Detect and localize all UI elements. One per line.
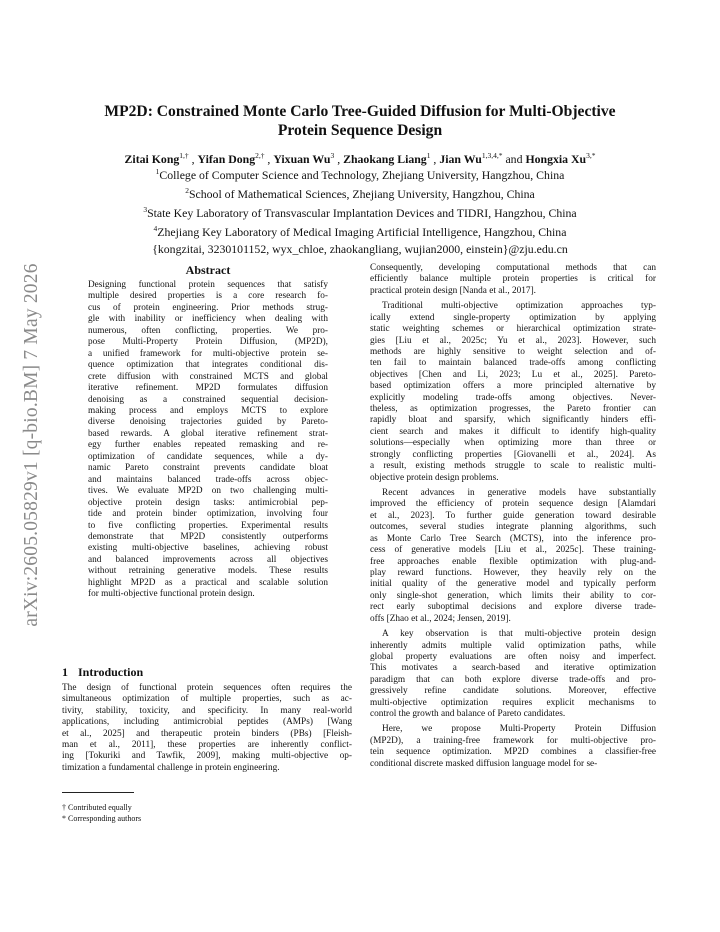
and-word: and [505,151,523,166]
author-name: Yifan Dong [197,151,256,166]
introduction-body [62,683,352,774]
author-affil-sup: 2,† [255,151,265,160]
text-line: iterative refinement. MP2D formulates diffusion [88,383,328,394]
text-line: methods are highly sensitive to weight selection and of- [370,346,656,357]
paragraph [370,263,656,297]
footnotes [62,803,141,825]
text-line: making process and employs MCTS to explore [88,405,328,416]
author-emails: {kongzitai, 3230101152, wyx_chloe, zhaokangliang, wujian2000, einstein}@zju.edu.cn [152,241,568,256]
text-line: conditional discrete masked diffusion language model for se- [370,758,598,769]
text-line: gressively refine candidate solutions. Moreover, effective [370,686,656,697]
text-line: only single-shot generation, which limits their ability to cor- [370,590,656,601]
text-line: Recent advances in generative models have substantially [382,488,656,499]
text-line: namic Pareto constraint prevents candidate bloat [88,463,328,474]
affiliation-sup: 2 [185,186,189,196]
text-line: timization a fundamental challenge in protein engineering. [62,762,280,773]
paragraph [370,301,656,484]
text-line: free approaches enable flexible optimization with plug-and- [370,556,656,567]
text-line: Designing functional protein sequences that satisfy [88,280,328,290]
footnote: * Corresponding authors [62,813,142,823]
text-line: paradigm that can both explore diverse trade-offs and pro- [370,674,656,685]
text-line: Traditional multi-objective optimization approaches typ- [382,301,656,312]
text-line: global property evaluations are often noisy and imperfect. [370,651,656,662]
text-line: ically extend single-property optimization by applying [370,312,656,323]
affiliation-text: Zhejiang Key Laboratory of Medical Imaging Artificial Intelligence, Hangzhou, China [157,225,567,240]
text-line: diverse denoising trajectories guided by Pareto- [88,417,328,428]
text-line: and maintains balanced trade-offs across objec- [88,474,328,485]
paragraph [370,724,656,770]
text-line: improved the efficiency of protein sequence design [Alamdari [370,499,656,510]
text-line: cus of protein engineering. Prior methods strug- [88,302,328,313]
author-list: Zitai Kong$^{1,\dagger}$ , Yifan Dong$^{2,\dagger}$ , Yixuan Wu$^3$ , Zhaokang Liang$^1$ , Jian $Wu^{1,3,4,*}$ and Hongxia $Xu^{3,*}$ [124,151,596,166]
text-line: denoising as a constrained sequential decision- [88,394,328,405]
text-line: play reward functions. However, they heavily rely on the [370,567,656,578]
author-affil-sup: 1,† [179,151,189,160]
text-line: et al., 2023]. To further guide generation toward desirable [370,510,656,521]
text-line: explicitly modeling trade-offs among objectives. Never- [370,392,656,403]
paragraph [370,629,656,720]
text-line: static weighting schemes or hierarchical optimization strate- [370,324,656,335]
text-line: for multi-objective functional protein design. [88,589,255,600]
text-line: theless, as optimization progresses, the Pareto frontier can [370,404,656,415]
affiliation-sup: 1 [155,167,160,176]
author-name: Yixuan Wu [273,151,331,166]
text-line: inherently admits multiple valid optimization paths, while [370,640,656,651]
title-line-2: Protein Sequence Design [277,122,443,139]
arxiv-identifier: arXiv:2605.05829v1 [q-bio.BM] 7 May 2026 [21,263,42,627]
affiliation-line [40,183,680,202]
affiliation-line [40,164,680,183]
text-line: multi-objective optimization requires explicit mechanisms to [370,697,656,708]
text-line: egy further enables repeated remasking and re- [88,440,328,451]
text-line: multiple desired properties is a core research fo- [88,291,328,302]
text-line: (MP2D), a training-free framework for multi-objective pro- [370,735,656,746]
affiliation-line [40,202,680,221]
text-line: tide and protein binder optimization, involving four [88,509,328,520]
text-line: practical protein design [Nanda et al., 2017]. [370,285,536,296]
text-line: offs [Zhao et al., 2024; Jensen, 2019]. [370,613,511,624]
right-column-body [370,263,656,770]
author-name: Zhaokang Liang [343,151,427,166]
text-line: highlight MP2D as a practical and scalable solution [88,577,328,588]
author-affil-sup: 1 [426,151,431,160]
author-name: Zitai Kong [124,151,180,166]
affiliation-text: College of Computer Science and Technology, Zhejiang University, Hangzhou, China [159,167,565,182]
text-line: The design of functional protein sequences often requires the [62,683,352,693]
text-line: outcomes, several studies integrate planning algorithms, such [370,522,656,533]
text-line: pose Multi-Property Protein Diffusion, (MP2D), [88,337,328,348]
text-line: objective protein design problems. [370,472,499,483]
text-line: initial quality of the generative model and typically perform [370,579,656,590]
text-line: cess of generative models [Liu et al., 2025c]. These training- [370,545,656,556]
text-line: rapidly bloat and sparsify, which significantly hinders effi- [370,415,656,426]
footnote: † Contributed equally [62,803,132,812]
abstract-heading: Abstract [185,263,231,277]
text-line: Here, we propose Multi-Property Protein Diffusion [382,724,656,735]
text-line: as Monte Carlo Tree Search (MCTS), into the inference pro- [370,533,656,544]
title-line-1: MP2D: Constrained Monte Carlo Tree-Guided Diffusion for Multi-Objective [104,103,616,120]
text-line: a unified framework for multi-objective protein se- [88,348,328,359]
text-line: based rewards. A global iterative refinement strat- [88,428,328,439]
text-line: Consequently, developing computational methods that can [370,263,656,273]
text-line: This motivates a search-based and iterative optimization [370,663,656,674]
text-line: ing [Tokuriki and Tawfik, 2009], making multi-objective op- [62,751,352,762]
text-line: existing multi-objective baselines, achieving robust [88,543,328,554]
author-affil-sup: 1,3,4,* [481,151,503,160]
affiliations [40,164,680,257]
text-line: efficiently balance multiple protein properties is critical for [370,274,656,285]
text-line: and balanced improvements across all objectives [88,554,328,565]
text-line: quence optimization that integrates conditional dis- [88,360,328,371]
text-line: cient search and makes it difficult to identify high-quality [370,426,656,437]
text-line: tives. We evaluate MP2D on two challenging multi- [88,486,328,497]
text-line: solutions—especially when optimizing more than three or [370,438,656,449]
text-line: a result, existing methods struggle to scale to realistic multi- [370,461,656,472]
text-line: objective protein design tasks: antimicrobial pep- [88,497,328,508]
affiliation-text: State Key Laboratory of Transvascular Implantation Devices and TIDRI, Hangzhou, China [147,206,577,221]
arxiv-sidebar [14,245,50,645]
paragraph [370,488,656,625]
text-line: man et al., 2011], these properties are inherently conflict- [62,740,352,751]
text-line: to five conflicting properties. Experimental results [88,520,328,531]
section-number: 1 [62,665,68,679]
affiliation-line [40,221,680,240]
author-affil-sup: 3 [330,151,335,160]
text-line: applications, including antimicrobial peptides (AMPs) [Wang [62,717,352,728]
text-line: simultaneous optimization of multiple properties, such as ac- [62,694,352,705]
text-line: crete diffusion with constrained MCTS and global [88,371,328,382]
text-line: tivity, stability, toxicity, and specificity. In many real-world [62,705,352,716]
footnote-rule [62,792,134,793]
text-line: numerous, often conflicting, properties. We pro- [88,325,328,336]
affiliation-sup: 3 [143,205,148,215]
text-line: strongly conflicting properties [Giovanelli et al., 2024]. As [370,449,656,460]
text-line: ten fail to maintain balanced trade-offs among conflicting [370,358,656,369]
section-heading [62,665,153,680]
text-line: without retraining generative models. These results [88,566,328,577]
affiliation-text: School of Mathematical Sciences, Zhejiang University, Hangzhou, China [188,187,535,202]
text-line: objectives [Chen and Li, 2023; Lu et al., 2025]. Pareto- [370,369,656,380]
affiliation-sup: 4 [153,224,158,234]
paper-title [60,102,660,140]
text-line: A key observation is that multi-objective protein design [382,629,656,640]
text-line: optimization of candidate sequences, while a dy- [88,451,328,462]
text-line: demonstrate that MP2D consistently outperforms [88,531,328,542]
text-line: control the growth and balance of Pareto candidates. [370,709,566,720]
text-line: rect early suboptimal decisions and explore diverse trade- [370,602,656,613]
author-name: Hongxia Xu [525,151,587,166]
text-line: tein sequence optimization. MP2D combines a classifier-free [370,747,656,758]
author-name: Jian Wu [439,151,482,166]
text-line: et al., 2025] and therapeutic protein binders (PBs) [Fleish- [62,728,352,739]
author-affil-sup: 3,* [586,151,596,160]
text-line: gle with inability or inefficiency when dealing with [88,314,328,325]
text-line: gies [Liu et al., 2025c; Yu et al., 2023]. However, such [370,335,656,346]
abstract-body [88,280,328,601]
text-line: based optimization offers a more principled alternative by [370,381,656,392]
section-title: Introduction [78,665,144,679]
